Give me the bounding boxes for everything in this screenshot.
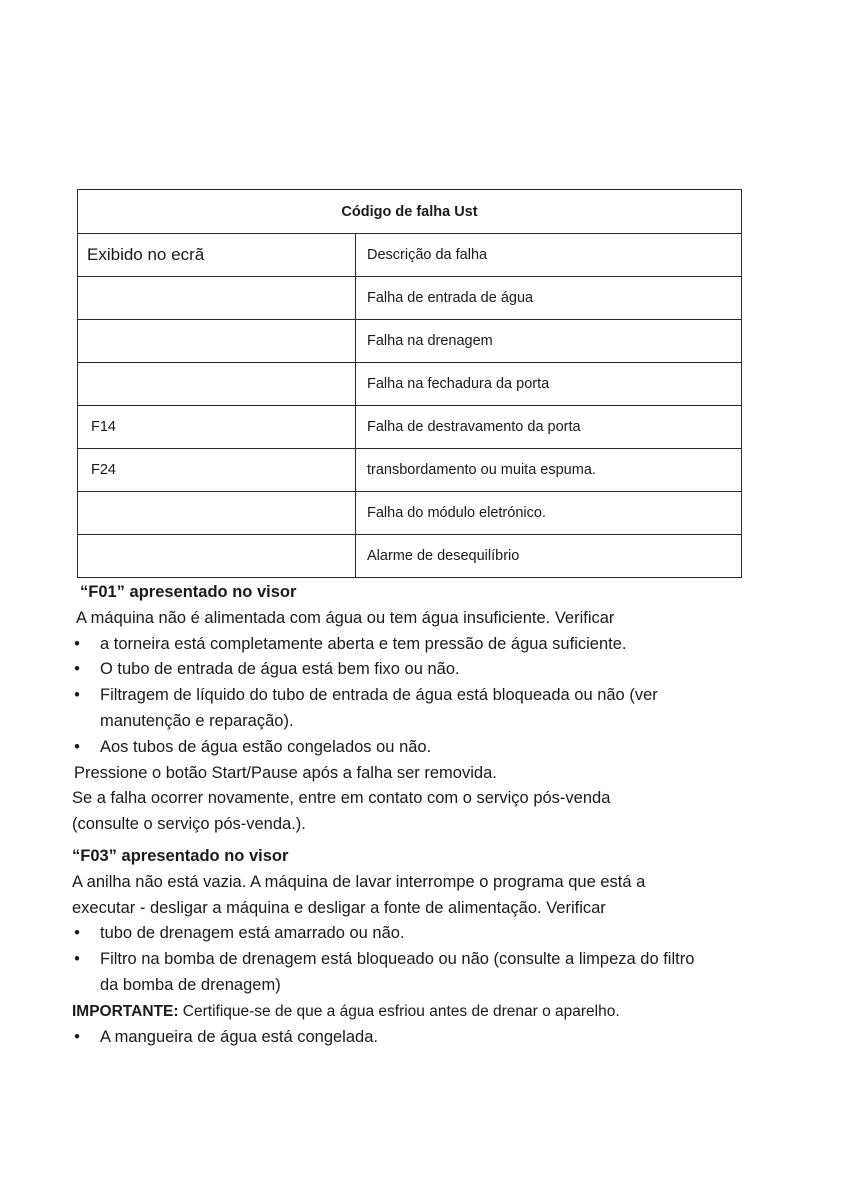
f01-section: [72, 580, 772, 838]
fault-description-cell: Falha de entrada de água: [356, 277, 742, 320]
f01-contact-line-1: Se a falha ocorrer novamente, entre em contato com o serviço pós-venda: [72, 789, 611, 808]
fault-code-cell: F14: [78, 406, 356, 449]
table-row: [78, 492, 742, 535]
table-row: [78, 320, 742, 363]
column-header-display: Exibido no ecrã: [78, 234, 356, 277]
list-item-text: A mangueira de água está congelada.: [100, 1027, 378, 1046]
bullet-icon: •: [74, 924, 80, 943]
list-item-text: tubo de drenagem está amarrado ou não.: [100, 924, 405, 943]
list-item: [72, 1025, 772, 1051]
list-item-text: Filtro na bomba de drenagem está bloqueado ou não (consulte a limpeza do filtro: [100, 950, 695, 969]
fault-code-cell: [78, 535, 356, 578]
fault-code-cell: [78, 320, 356, 363]
f03-heading: “F03” apresentado no visor: [72, 847, 289, 865]
fault-description-cell: Alarme de desequilíbrio: [356, 535, 742, 578]
fault-code-cell: [78, 363, 356, 406]
f03-intro-line-2: executar - desligar a máquina e desligar a fonte de alimentação. Verificar: [72, 898, 606, 917]
list-item-text: a torneira está completamente aberta e tem pressão de água suficiente.: [100, 634, 627, 653]
list-item: [72, 947, 772, 973]
list-item-text: Aos tubos de água estão congelados ou não.: [100, 737, 432, 756]
table-row: [78, 363, 742, 406]
list-item-text: Filtragem de líquido do tubo de entrada de água está bloqueada ou não (ver: [100, 686, 658, 705]
bullet-icon: •: [74, 737, 80, 756]
f01-press-instruction: Pressione o botão Start/Pause após a falha ser removida.: [74, 763, 497, 782]
table-row: [78, 449, 742, 492]
list-item: [72, 657, 772, 683]
bullet-icon: •: [74, 686, 80, 705]
list-item-continuation: da bomba de drenagem): [100, 975, 281, 994]
table-title: Código de falha Ust: [78, 190, 742, 234]
fault-code-cell: [78, 277, 356, 320]
table-row: [78, 535, 742, 578]
fault-description-cell: transbordamento ou muita espuma.: [356, 449, 742, 492]
bullet-icon: •: [74, 660, 80, 679]
fault-code-cell: F24: [78, 449, 356, 492]
f03-intro-line-1: A anilha não está vazia. A máquina de lavar interrompe o programa que está a: [72, 872, 646, 891]
f01-contact-line-2: (consulte o serviço pós-venda.).: [72, 815, 306, 834]
list-item: [72, 632, 772, 658]
f03-section: [72, 844, 772, 1050]
bullet-icon: •: [74, 634, 80, 653]
bullet-icon: •: [74, 950, 80, 969]
fault-description-cell: Falha de destravamento da porta: [356, 406, 742, 449]
important-label: IMPORTANTE:: [72, 1002, 179, 1020]
fault-code-cell: [78, 492, 356, 535]
fault-description-cell: Falha do módulo eletrónico.: [356, 492, 742, 535]
f01-heading: “F01” apresentado no visor: [80, 583, 297, 601]
table-row: [78, 406, 742, 449]
fault-code-table: [77, 189, 742, 578]
column-header-description: Descrição da falha: [356, 234, 742, 277]
list-item: [72, 735, 772, 761]
list-item-text: O tubo de entrada de água está bem fixo ou não.: [100, 660, 460, 679]
list-item: [72, 683, 772, 709]
f01-intro: A máquina não é alimentada com água ou tem água insuficiente. Verificar: [76, 608, 615, 627]
list-item-continuation: manutenção e reparação).: [100, 711, 294, 730]
important-note: [72, 999, 772, 1025]
list-item: [72, 921, 772, 947]
bullet-icon: •: [74, 1027, 80, 1046]
table-row: [78, 277, 742, 320]
fault-description-cell: Falha na drenagem: [356, 320, 742, 363]
important-text: Certifique-se de que a água esfriou antes de drenar o aparelho.: [178, 1002, 620, 1020]
fault-description-cell: Falha na fechadura da porta: [356, 363, 742, 406]
